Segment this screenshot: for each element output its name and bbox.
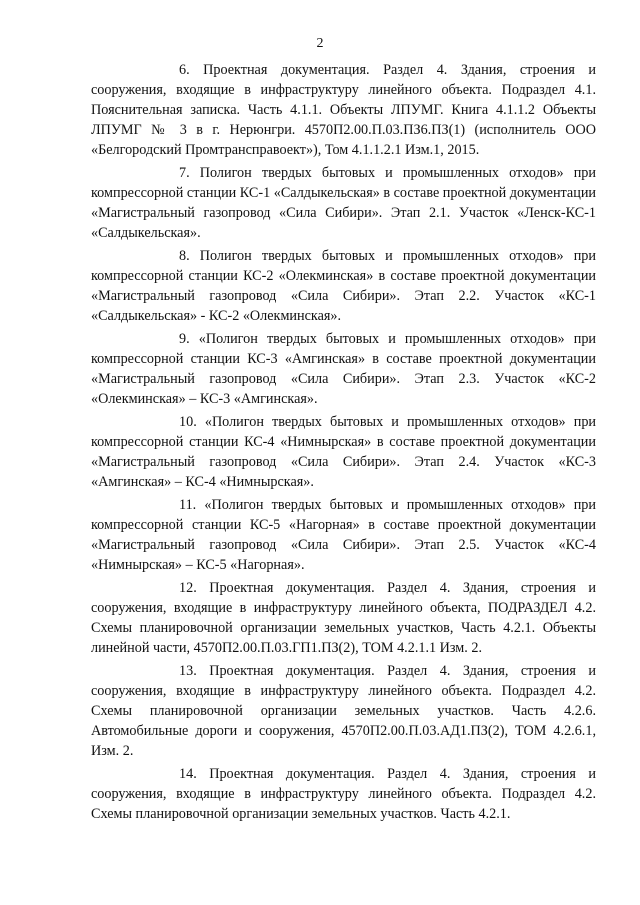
list-item bbox=[91, 412, 596, 492]
item-text: Полигон твердых бытовых и промышленных отходов» при компрессорной станции КС-1 «Салдыкельская» в составе проектной документации «Магистральный газопровод «Сила Сибири». Этап 2.1. Участок «Ленск-КС-1 «Салдыкельская». bbox=[91, 165, 596, 241]
item-text: «Полигон твердых бытовых и промышленных отходов» при компрессорной станции КС-3 «Амгинская» в составе проектной документации «Магистральный газопровод «Сила Сибири». Этап 2.3. Участок «КС-2 «Олекминская» – КС-3 «Амгинская». bbox=[91, 331, 597, 407]
item-number: 12. bbox=[179, 580, 197, 596]
list-item bbox=[91, 578, 596, 658]
list-item bbox=[91, 764, 596, 824]
item-number: 10. bbox=[179, 414, 197, 430]
list-item bbox=[91, 661, 596, 761]
item-number: 7. bbox=[179, 165, 190, 181]
list-item bbox=[91, 163, 596, 243]
item-text: Проектная документация. Раздел 4. Здания, строения и сооружения, входящие в инфраструктуру линейного объекта. Подраздел 4.1. Пояснительная записка. Часть 4.1.1. Объекты ЛПУМГ. Книга 4.1.1.2 Объекты ЛПУМГ № 3 в г. Нерюнгри. 4570П2.00.П.03.ПЗ6.ПЗ(1) (исполнитель ООО «Белгородский Промтрансправоект»), Том 4.1.1.2.1 Изм.1, 2015. bbox=[91, 62, 596, 158]
item-text: «Полигон твердых бытовых и промышленных отходов» при компрессорной станции КС-4 «Нимнырская» в составе проектной документации «Магистральный газопровод «Сила Сибири». Этап 2.4. Участок «КС-3 «Амгинская» – КС-4 «Нимнырская». bbox=[91, 414, 597, 490]
item-text: Проектная документация. Раздел 4. Здания, строения и сооружения, входящие в инфраструктуру линейного объекта. Подраздел 4.2. Схемы планировочной организации земельных участков. Часть 4.2.1. bbox=[91, 766, 596, 822]
document-list bbox=[91, 60, 596, 827]
item-number: 6. bbox=[179, 62, 190, 78]
item-text: Проектная документация. Раздел 4. Здания, строения и сооружения, входящие в инфраструктуру линейного объекта, ПОДРАЗДЕЛ 4.2. Схемы планировочной организации земельных участков, Часть 4.2.1. Объекты линейной части, 4570П2.00.П.03.ГП1.ПЗ(2), ТОМ 4.2.1.1 Изм. 2. bbox=[91, 580, 596, 656]
item-text: «Полигон твердых бытовых и промышленных отходов» при компрессорной станции КС-5 «Нагорная» в составе проектной документации «Магистральный газопровод «Сила Сибири». Этап 2.5. Участок «КС-4 «Нимнырская» – КС-5 «Нагорная». bbox=[91, 497, 596, 573]
page-number: 2 bbox=[316, 36, 324, 51]
item-number: 8. bbox=[179, 248, 190, 264]
item-number: 11. bbox=[179, 497, 197, 513]
item-text: Полигон твердых бытовых и промышленных отходов» при компрессорной станции КС-2 «Олекминская» в составе проектной документации «Магистральный газопровод «Сила Сибири». Этап 2.2. Участок «КС-1 «Салдыкельская» - КС-2 «Олекминская». bbox=[91, 248, 596, 324]
list-item bbox=[91, 246, 596, 326]
item-number: 9. bbox=[179, 331, 190, 347]
list-item bbox=[91, 495, 596, 575]
item-number: 14. bbox=[179, 766, 197, 782]
item-text: Проектная документация. Раздел 4. Здания, строения и сооружения, входящие в инфраструктуру линейного объекта. Подраздел 4.2. Схемы планировочной организации земельных участков. Часть 4.2.6. Автомобильные дороги и сооружения, 4570П2.00.П.03.АД1.ПЗ(2), ТОМ 4.2.6.1, Изм. 2. bbox=[91, 663, 596, 759]
list-item bbox=[91, 329, 596, 409]
item-number: 13. bbox=[179, 663, 197, 679]
list-item bbox=[91, 60, 596, 160]
